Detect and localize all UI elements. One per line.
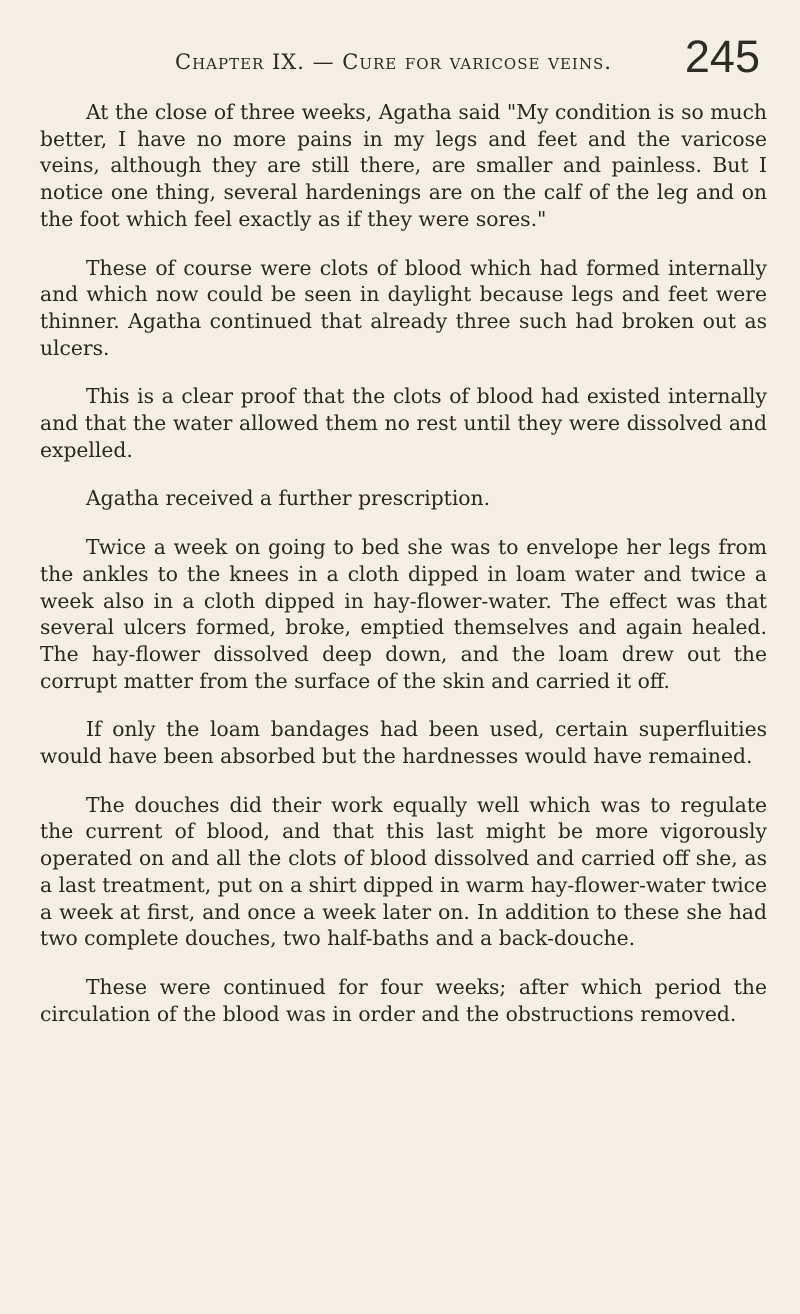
- paragraph: If only the loam bandages had been used, certain superfluities would have been absorbed but the hardnesses would have remained.: [40, 717, 767, 769]
- running-head: [42, 31, 760, 104]
- paragraph: These were continued for four weeks; after which period the circulation of the blood was in order and the obstructions removed.: [40, 974, 767, 1026]
- body-text: [40, 99, 767, 1027]
- paragraph: This is a clear proof that the clots of blood had existed internally and that the water allowed them no rest until they were dissolved and expelled.: [40, 384, 767, 462]
- paragraph: Agatha received a further prescription.: [86, 486, 491, 511]
- paragraph: These of course were clots of blood which had formed internally and which now could be seen in daylight because legs and feet were thinner. Agatha continued that already three such had broken out as ulcers.: [40, 255, 767, 360]
- page-number: 245: [684, 31, 760, 82]
- paragraph: At the close of three weeks, Agatha said "My condition is so much better, I have no more pains in my legs and feet and the varicose veins, although they are still there, are smaller and painless. But I notice one thing, several hardenings are on the calf of the leg and on the foot which feel exactly as if they were sores.": [40, 100, 767, 231]
- chapter-title: Chapter IX. — Cure for varicose veins.: [175, 50, 612, 74]
- paragraph: Twice a week on going to bed she was to envelope her legs from the ankles to the knees in a cloth dipped in loam water and twice a week also in a cloth dipped in hay-flower-water. The effect was that several ulcers formed, broke, emptied themselves and again healed. The hay-flower dissolved deep down, and the loam drew out the corrupt matter from the surface of the skin and carried it off.: [40, 535, 767, 693]
- paragraph: The douches did their work equally well which was to regulate the current of blood, and that this last might be more vigorously operated on and all the clots of blood dissolved and carried off she, as a last treatment, put on a shirt dipped in warm hay-flower-water twice a week at first, and once a week later on. In addition to these she had two complete douches, two half-baths and a back-douche.: [40, 792, 767, 951]
